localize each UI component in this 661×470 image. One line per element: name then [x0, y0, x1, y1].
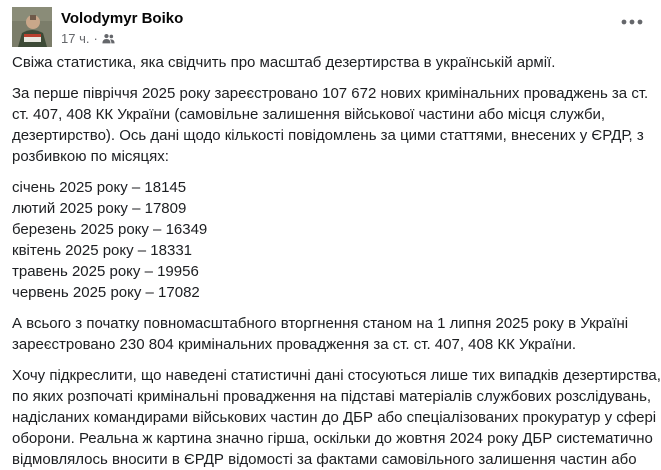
more-options-icon	[618, 14, 646, 30]
monthly-stat-line: лютий 2025 року – 17809	[12, 200, 187, 217]
monthly-stat-line: червень 2025 року – 17082	[12, 284, 200, 301]
post-line: по яких розпочаті кримінальні провадження на підставі матеріалів службових розслідувань,	[12, 388, 652, 405]
monthly-stat-line: січень 2025 року – 18145	[12, 179, 187, 196]
post-meta	[61, 31, 115, 46]
post-line: розбивкою по місяцях:	[12, 148, 169, 165]
post-line: ст. 407, 408 КК України (самовільне залишення військової частини або місця служби,	[12, 106, 606, 123]
post-time[interactable]: 17 ч.	[61, 31, 90, 46]
post-line: Хочу підкреслити, що наведені статистичні дані стосуються лише тих випадків дезертирства,	[12, 367, 661, 384]
more-options-button[interactable]	[618, 14, 646, 30]
post-line: надісланих командирами військових частин до ДБР або спеціалізованих прокуратур у сфері	[12, 409, 657, 426]
post-line: А всього з початку повномасштабного вторгнення станом на 1 липня 2025 року в Україні	[12, 315, 629, 332]
monthly-stat-line: березень 2025 року – 16349	[12, 221, 208, 238]
post-line: оборони. Реальна ж картина значно гірша, оскільки до жовтня 2024 року ДБР систематично	[12, 430, 653, 447]
post-header	[12, 6, 652, 50]
meta-separator: ·	[93, 31, 98, 46]
friends-icon	[102, 32, 115, 45]
monthly-stat-line: травень 2025 року – 19956	[12, 263, 199, 280]
author-name[interactable]: Volodymyr Boiko	[61, 10, 184, 27]
post-line: зареєстровано 230 804 кримінальних провадження за ст. ст. 407, 408 КК України.	[12, 336, 577, 353]
post-body	[12, 52, 661, 470]
avatar-image	[12, 7, 52, 47]
avatar[interactable]	[12, 7, 52, 47]
post-line: За перше півріччя 2025 року зареєстровано 107 672 нових кримінальних проваджень за ст.	[12, 85, 649, 102]
post-line: дезертирство). Ось дані щодо кількості повідомлень за цими статтями, внесених у ЄРДР, з	[12, 127, 644, 144]
monthly-stat-line: квітень 2025 року – 18331	[12, 242, 193, 259]
post-line: Свіжа статистика, яка свідчить про масштаб дезертирства в українській армії.	[12, 54, 556, 71]
post-line: відмовлялось вносити в ЄРДР відомості за фактами самовільного залишення частин або	[12, 451, 637, 468]
